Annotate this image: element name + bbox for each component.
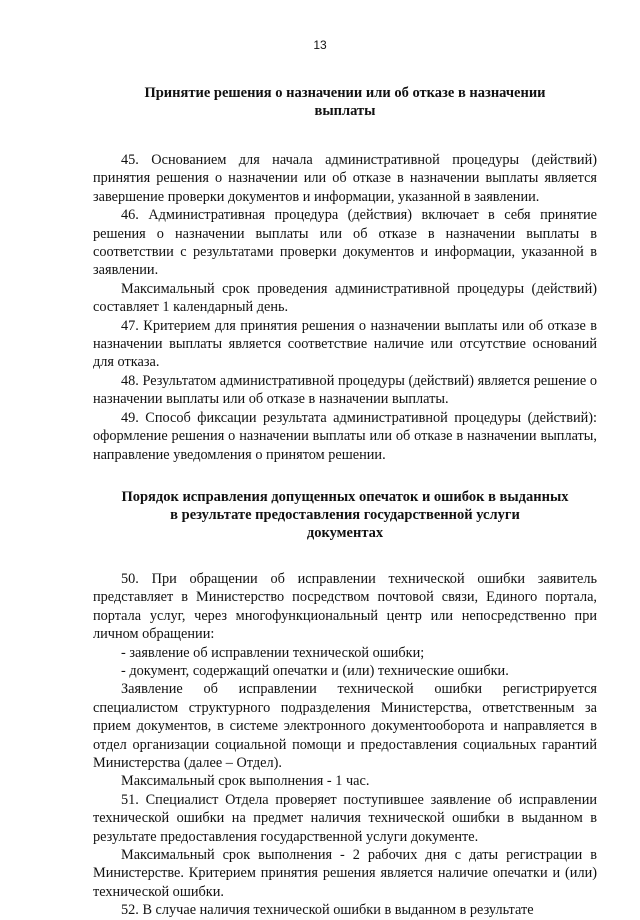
paragraph: 45. Основанием для начала административной процедуры (действий) принятия решения о назначении или об отказе в назначении выплаты является завершение проверки документов и информации, указанной в заявлении. <box>93 152 597 205</box>
paragraph: Максимальный срок выполнения - 2 рабочих дня с даты регистрации в Министерстве. Критерием принятия решения является наличие опечатки и (или) технической ошибки. <box>93 847 597 900</box>
paragraph: 46. Административная процедура (действия) включает в себя принятие решения о назначении выплаты или об отказе в назначении выплаты в соответствии с результатами проверки документов и информации, указанной в заявлении. <box>93 207 597 279</box>
paragraph: 48. Результатом административной процедуры (действий) является решение о назначении выплаты или об отказе в назначении выплаты. <box>93 372 597 408</box>
section-heading-corrections <box>93 488 597 542</box>
page-content <box>93 84 597 920</box>
page-number: 13 <box>313 38 327 52</box>
heading-line: в результате предоставления государственной услуги <box>170 506 520 523</box>
paragraph: 47. Критерием для принятия решения о назначении выплаты или об отказе в назначении выплаты является соответствие наличие или отсутствие оснований для отказа. <box>93 317 597 371</box>
paragraph: Максимальный срок выполнения - 1 час. <box>121 773 370 790</box>
heading-line: документах <box>306 524 384 541</box>
paragraph: 51. Специалист Отдела проверяет поступившее заявление об исправлении технической ошибки на предмет наличия технической ошибки в выданном в результате предоставления государственной услуги документе. <box>93 791 597 845</box>
section-heading-decision <box>93 84 597 120</box>
list-item: - документ, содержащий опечатки и (или) технические ошибки. <box>121 662 509 679</box>
paragraph: 52. В случае наличия технической ошибки в выданном в результате <box>121 902 534 919</box>
paragraph: Максимальный срок проведения административной процедуры (действий) составляет 1 календарный день. <box>93 280 597 316</box>
heading-line: Принятие решения о назначении или об отказе в назначении <box>144 85 546 101</box>
section-body-corrections <box>93 570 597 920</box>
paragraph: 49. Способ фиксации результата административной процедуры (действий): оформление решения о назначении выплаты или об отказе в назначении выплаты, направление уведомления о принятом решении. <box>93 409 597 463</box>
heading-line: Порядок исправления допущенных опечаток и ошибок в выданных <box>121 488 569 505</box>
paragraph: 50. При обращении об исправлении технической ошибки заявитель представляет в Министерство посредством почтовой связи, Единого портала, портала услуг, через многофункциональный центр или непосредственно при личном обращении: <box>93 570 597 643</box>
heading-line: выплаты <box>314 103 376 119</box>
section-body-decision <box>93 151 597 464</box>
paragraph: Заявление об исправлении технической ошибки регистрируется специалистом структурного подразделения Министерства, ответственным за прием документов, в системе электронного документооборота и направляется в отдел организации социальной помощи и предоставления социальных гарантий Министерства (далее – Отдел). <box>93 681 597 771</box>
list-item: - заявление об исправлении технической ошибки; <box>121 644 425 661</box>
